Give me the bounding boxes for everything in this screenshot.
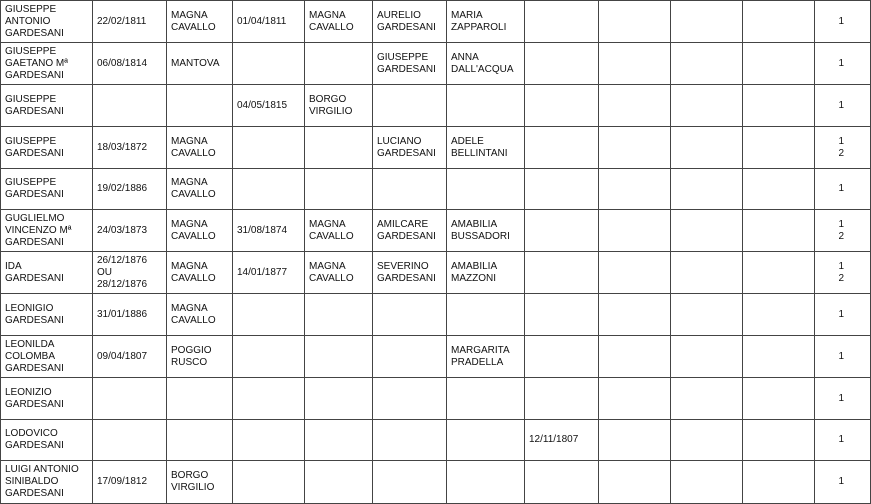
ref-cell: 1 2 [815, 127, 871, 169]
birth-place-cell: POGGIO RUSCO [167, 336, 233, 378]
extra-cell-3 [743, 252, 815, 294]
extra-cell-1 [599, 252, 671, 294]
baptism-place-cell [305, 461, 373, 504]
mother-cell [447, 461, 525, 504]
ref-cell: 1 [815, 461, 871, 504]
table-row [1, 378, 871, 420]
table-row [1, 461, 871, 504]
name-cell: GIUSEPPE GARDESANI [1, 169, 93, 210]
extra-cell-1 [599, 85, 671, 127]
ref-cell: 1 [815, 85, 871, 127]
mother-cell [447, 294, 525, 336]
extra-cell-1 [599, 1, 671, 43]
extra-cell-1 [599, 169, 671, 210]
birth-place-cell: MAGNA CAVALLO [167, 294, 233, 336]
extra-cell-1 [599, 43, 671, 85]
name-cell: GIUSEPPE GAETANO Mª GARDESANI [1, 43, 93, 85]
table-row [1, 127, 871, 169]
baptism-date-cell [233, 43, 305, 85]
baptism-place-cell: MAGNA CAVALLO [305, 1, 373, 43]
mother-cell [447, 85, 525, 127]
date-cell [525, 127, 599, 169]
extra-cell-2 [671, 127, 743, 169]
date-cell [525, 1, 599, 43]
name-cell: LEONIGIO GARDESANI [1, 294, 93, 336]
birth-place-cell: MANTOVA [167, 43, 233, 85]
baptism-place-cell [305, 336, 373, 378]
baptism-place-cell [305, 420, 373, 461]
mother-cell: AMABILIA MAZZONI [447, 252, 525, 294]
ref-cell: 1 [815, 420, 871, 461]
baptism-date-cell [233, 420, 305, 461]
baptism-place-cell: MAGNA CAVALLO [305, 210, 373, 252]
birth-date-cell: 26/12/1876 OU 28/12/1876 [93, 252, 167, 294]
date-cell [525, 461, 599, 504]
extra-cell-2 [671, 252, 743, 294]
name-cell: LUIGI ANTONIO SINIBALDO GARDESANI [1, 461, 93, 504]
baptism-date-cell [233, 378, 305, 420]
baptism-date-cell: 01/04/1811 [233, 1, 305, 43]
baptism-place-cell [305, 127, 373, 169]
birth-date-cell: 24/03/1873 [93, 210, 167, 252]
father-cell [373, 461, 447, 504]
extra-cell-3 [743, 294, 815, 336]
birth-place-cell: MAGNA CAVALLO [167, 127, 233, 169]
extra-cell-3 [743, 461, 815, 504]
name-cell: GIUSEPPE GARDESANI [1, 127, 93, 169]
extra-cell-1 [599, 210, 671, 252]
baptism-place-cell [305, 294, 373, 336]
father-cell [373, 294, 447, 336]
birth-place-cell: MAGNA CAVALLO [167, 169, 233, 210]
baptism-place-cell: MAGNA CAVALLO [305, 252, 373, 294]
birth-date-cell: 18/03/1872 [93, 127, 167, 169]
table-row [1, 336, 871, 378]
mother-cell: MARIA ZAPPAROLI [447, 1, 525, 43]
extra-cell-2 [671, 85, 743, 127]
birth-place-cell: BORGO VIRGILIO [167, 461, 233, 504]
table-row [1, 43, 871, 85]
table-row [1, 1, 871, 43]
extra-cell-2 [671, 294, 743, 336]
father-cell [373, 378, 447, 420]
name-cell: LEONIZIO GARDESANI [1, 378, 93, 420]
father-cell: SEVERINO GARDESANI [373, 252, 447, 294]
extra-cell-1 [599, 420, 671, 461]
table-body [1, 1, 871, 504]
date-cell [525, 378, 599, 420]
date-cell [525, 294, 599, 336]
birth-date-cell [93, 378, 167, 420]
ref-cell: 1 [815, 169, 871, 210]
name-cell: IDA GARDESANI [1, 252, 93, 294]
extra-cell-3 [743, 378, 815, 420]
ref-cell: 1 [815, 1, 871, 43]
baptism-date-cell [233, 336, 305, 378]
father-cell: LUCIANO GARDESANI [373, 127, 447, 169]
mother-cell [447, 169, 525, 210]
extra-cell-1 [599, 461, 671, 504]
table-row [1, 420, 871, 461]
extra-cell-2 [671, 210, 743, 252]
birth-date-cell [93, 420, 167, 461]
date-cell: 12/11/1807 [525, 420, 599, 461]
table-row [1, 85, 871, 127]
ref-cell: 1 2 [815, 210, 871, 252]
ref-cell: 1 [815, 336, 871, 378]
mother-cell [447, 420, 525, 461]
father-cell [373, 336, 447, 378]
birth-place-cell: MAGNA CAVALLO [167, 252, 233, 294]
table-row [1, 294, 871, 336]
mother-cell: MARGARITA PRADELLA [447, 336, 525, 378]
baptism-date-cell [233, 294, 305, 336]
birth-place-cell [167, 85, 233, 127]
extra-cell-3 [743, 127, 815, 169]
extra-cell-2 [671, 169, 743, 210]
ref-cell: 1 [815, 378, 871, 420]
extra-cell-2 [671, 336, 743, 378]
extra-cell-2 [671, 420, 743, 461]
mother-cell: ANNA DALL'ACQUA [447, 43, 525, 85]
birth-date-cell: 17/09/1812 [93, 461, 167, 504]
father-cell: AMILCARE GARDESANI [373, 210, 447, 252]
birth-date-cell: 31/01/1886 [93, 294, 167, 336]
extra-cell-1 [599, 378, 671, 420]
extra-cell-1 [599, 336, 671, 378]
name-cell: LODOVICO GARDESANI [1, 420, 93, 461]
birth-place-cell [167, 378, 233, 420]
extra-cell-2 [671, 1, 743, 43]
table-row [1, 169, 871, 210]
mother-cell [447, 378, 525, 420]
birth-date-cell: 06/08/1814 [93, 43, 167, 85]
extra-cell-3 [743, 43, 815, 85]
birth-date-cell: 09/04/1807 [93, 336, 167, 378]
date-cell [525, 210, 599, 252]
ref-cell: 1 [815, 294, 871, 336]
extra-cell-1 [599, 127, 671, 169]
baptism-place-cell [305, 378, 373, 420]
father-cell [373, 169, 447, 210]
extra-cell-2 [671, 378, 743, 420]
father-cell [373, 85, 447, 127]
father-cell: GIUSEPPE GARDESANI [373, 43, 447, 85]
birth-place-cell: MAGNA CAVALLO [167, 210, 233, 252]
ref-cell: 1 2 [815, 252, 871, 294]
extra-cell-3 [743, 169, 815, 210]
date-cell [525, 43, 599, 85]
baptism-date-cell [233, 461, 305, 504]
extra-cell-3 [743, 420, 815, 461]
birth-date-cell: 19/02/1886 [93, 169, 167, 210]
baptism-place-cell: BORGO VIRGILIO [305, 85, 373, 127]
extra-cell-3 [743, 336, 815, 378]
date-cell [525, 169, 599, 210]
birth-date-cell: 22/02/1811 [93, 1, 167, 43]
date-cell [525, 85, 599, 127]
birth-date-cell [93, 85, 167, 127]
birth-place-cell: MAGNA CAVALLO [167, 1, 233, 43]
name-cell: GIUSEPPE GARDESANI [1, 85, 93, 127]
extra-cell-3 [743, 1, 815, 43]
extra-cell-2 [671, 461, 743, 504]
name-cell: GIUSEPPE ANTONIO GARDESANI [1, 1, 93, 43]
baptism-date-cell: 04/05/1815 [233, 85, 305, 127]
baptism-date-cell [233, 127, 305, 169]
table-row [1, 210, 871, 252]
date-cell [525, 252, 599, 294]
father-cell: AURELIO GARDESANI [373, 1, 447, 43]
birth-place-cell [167, 420, 233, 461]
father-cell [373, 420, 447, 461]
extra-cell-3 [743, 210, 815, 252]
baptism-place-cell [305, 43, 373, 85]
extra-cell-3 [743, 85, 815, 127]
baptism-date-cell: 31/08/1874 [233, 210, 305, 252]
baptism-place-cell [305, 169, 373, 210]
ref-cell: 1 [815, 43, 871, 85]
extra-cell-1 [599, 294, 671, 336]
extra-cell-2 [671, 43, 743, 85]
name-cell: LEONILDA COLOMBA GARDESANI [1, 336, 93, 378]
mother-cell: ADELE BELLINTANI [447, 127, 525, 169]
name-cell: GUGLIELMO VINCENZO Mª GARDESANI [1, 210, 93, 252]
baptism-date-cell [233, 169, 305, 210]
date-cell [525, 336, 599, 378]
table-row [1, 252, 871, 294]
baptism-date-cell: 14/01/1877 [233, 252, 305, 294]
mother-cell: AMABILIA BUSSADORI [447, 210, 525, 252]
